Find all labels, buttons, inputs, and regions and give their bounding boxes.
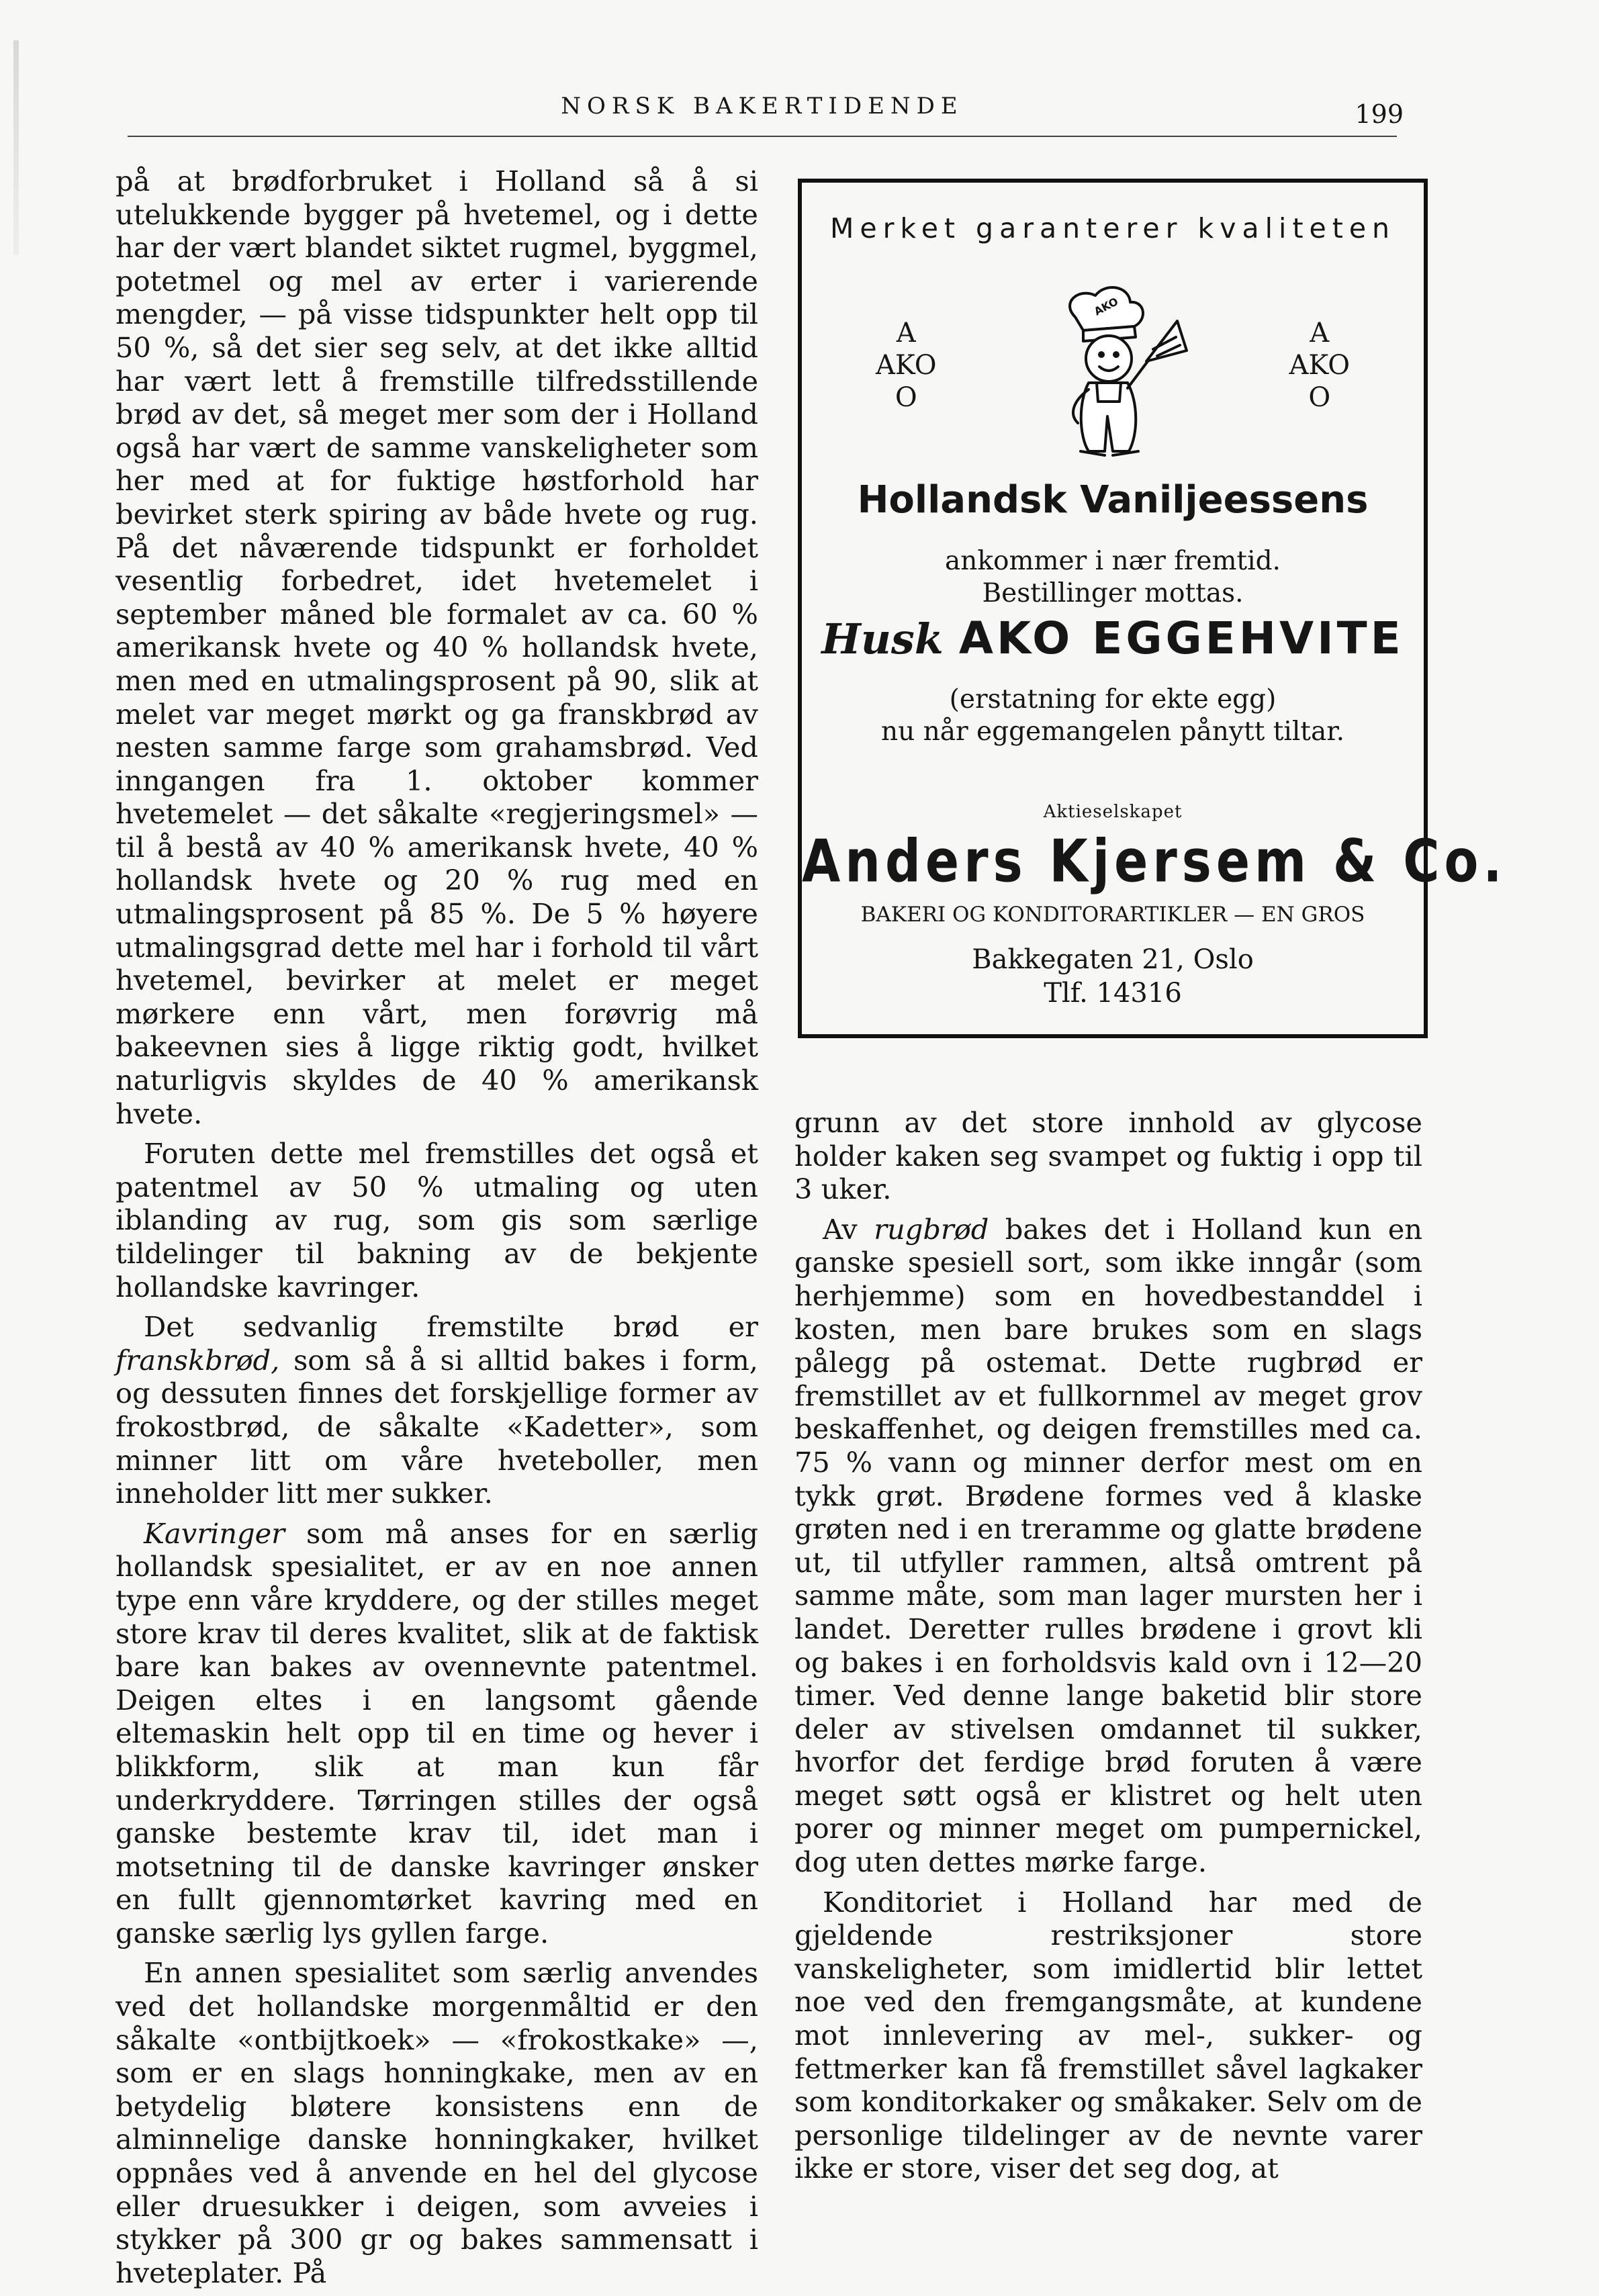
- company-address: [802, 943, 1424, 1010]
- right-column: [794, 1106, 1422, 2192]
- running-title: NORSK BAKERTIDENDE: [561, 93, 964, 120]
- ad-headline: Hollandsk Vaniljeessens: [857, 478, 1369, 522]
- left-paragraph-1: på at brødforbruket i Holland så å si utelukkende bygger på hvetemel, og i dette har der vært blandet siktet rugmel, byggmel, potetmel og mel av erter i varierende mengder, — på visse tidspunkter helt opp til 50 %, så det sier seg selv, at det ikke alltid har vært lett å fremstille tilfredsstillende brød av det, så meget mer som der i Holland også har vært de samme vanskeligheter som her med at for fuktige høstforhold har bevirket sterk spiring av både hvete og rug. På det nåværende tidspunkt er forholdet vesentlig forbedret, idet hvetemelet i september måned ble formalet av ca. 60 % amerikansk hvete og 40 % hollandsk hvete, men med en utmalingsprosent på 90, slik at melet var meget mørkt og ga franskbrød av nesten samme farge som grahamsbrød. Ved inngangen fra 1. oktober kommer hvetemelet — det såkalte «regjeringsmel» — til å bestå av 40 % amerikansk hvete, 40 % hollandsk hvete og 20 % rug med en utmalingsprosent på 85 %. De 5 % høyere utmalingsgrad dette mel har i forhold til vårt hvetemel, bevirker at melet er meget mørkere enn vårt, men forøvrig må bakeevnen sies å ligge riktig godt, hvilket naturligvis skyldes de 40 % amerikansk hvete.: [116, 165, 758, 1130]
- right-p2-rest: bakes det i Holland kun en ganske spesiell sort, som ikke inngår (som herhjemme) som en hovedbestanddel i kosten, men bare brukes som en slags pålegg på ostemat. Dette rugbrød er fremstillet av et fullkornmel av meget grov beskaffenhet, og deigen fremstilles med ca. 75 % vann og minner derfor mest om en tykk grøt. Brødene formes ved å klaske grøten ned i en treramme og glatte brødene ut, til utfyller rammen, altså omtrent på samme måte, som man lager mursten her i landet. Deretter rulles brødene i grovt kli og bakes i en forholdsvis kald ovn i 12—20 timer. Ved denne lange baketid blir store deler av stivelsen omdannet til sukker, hvorfor det ferdige brød foruten å være meget søtt også er klistret og helt uten porer og minner meget om pumpernickel, dog uten dettes mørke farge.: [794, 1212, 1422, 1879]
- right-paragraph-1: grunn av det store innhold av glycose holder kaken seg svampet og fuktig i opp til 3 uker.: [794, 1106, 1422, 1206]
- ako-left-line: AKO: [876, 350, 937, 381]
- left-paragraph-5: En annen spesialitet som særlig anvendes ved det hollandske morgenmåltid er den såkalte «ontbijtkoek» — «frokostkake» —, som er en slags honningkake, men av en betydelig bløtere konsistens enn de alminnelige danske honningkaker, hvilket oppnåes ved å anvende en hel del glycose eller druesukker i deigen, som avveies i stykker på 300 gr og bakes sammensatt i hveteplater. På: [116, 1956, 758, 2289]
- company-label: Aktieselskapet: [1043, 802, 1183, 822]
- ako-logo-left: [876, 317, 937, 414]
- ako-left-line: O: [895, 382, 917, 413]
- left-p4-rest: som må anses for en særlig hollandsk spesialitet, er av en noe annen type enn våre kryddere, og der stilles meget store krav til deres kvalitet, slik at de faktisk bare kan bakes av ovennevnte patentmel. Deigen eltes i en langsomt gående eltemaskin helt opp til en time og hever i blikkform, slik at man kun får underkryddere. Tørringen stilles der også ganske bestemte krav til, idet man i motsetning til de danske kavringer ønsker en fullt gjennomtørket kavring med en ganske særlig lys gyllen farge.: [116, 1516, 758, 1949]
- left-p4-emphasis: Kavringer: [144, 1516, 285, 1550]
- right-paragraph-2: [794, 1213, 1422, 1879]
- company-line: BAKERI OG KONDITORARTIKLER — EN GROS: [860, 903, 1365, 927]
- left-p3-rest: som så å si alltid bakes i form, og dessuten finnes det forskjellige former av frokostbrød, de såkalte «Kadetter», som minner litt om våre hveteboller, men inneholder litt mer sukker.: [116, 1343, 758, 1510]
- ad-headline-sub-line: Bestillinger mottas.: [982, 578, 1244, 608]
- advertisement-box: [798, 179, 1507, 1038]
- right-p2-start: Av: [823, 1212, 874, 1246]
- running-header: [128, 93, 1404, 137]
- left-paragraph-3: [116, 1310, 758, 1510]
- ako-left-line: A: [896, 318, 916, 349]
- ako-right-line: A: [1310, 318, 1330, 349]
- ad-headline-sub-line: ankommer i nær fremtid.: [945, 546, 1281, 576]
- ako-right-line: AKO: [1289, 350, 1350, 381]
- right-p2-emphasis: rugbrød: [874, 1212, 989, 1246]
- page-number: 199: [1355, 99, 1404, 129]
- company-name: Anders Kjersem & Co.: [802, 827, 1507, 896]
- left-paragraph-4: [116, 1517, 758, 1950]
- right-paragraph-3: Konditoriet i Holland har med de gjeldende restriksjoner store vanskeligheter, som imidlertid blir lettet noe ved den fremgangsmåte, at kundene mot innlevering av mel-, sukker- og fettmerker kan få fremstillet såvel lagkaker som konditorkaker og småkaker. Selv om de personlige tildelinger av de nevnte varer ikke er store, viser det seg dog, at: [794, 1885, 1422, 2185]
- left-column: [116, 165, 758, 2296]
- address-street: Bakkegaten 21, Oslo: [972, 944, 1254, 975]
- left-p3-start: Det sedvanlig fremstilte brød er: [144, 1310, 758, 1344]
- ad-tagline: Merket garanterer kvaliteten: [829, 212, 1396, 244]
- husk-product: AKO EGGEHVITE: [958, 612, 1404, 664]
- ad-headline-sub: [802, 545, 1424, 610]
- husk-sub: [802, 684, 1424, 748]
- left-p3-emphasis: franskbrød,: [116, 1343, 280, 1377]
- address-phone: Tlf. 14316: [1044, 978, 1182, 1009]
- husk-sub-line: (erstatning for ekte egg): [949, 684, 1277, 715]
- scan-edge-shadow: [13, 40, 19, 255]
- husk-row: [802, 612, 1424, 664]
- ako-right-line: O: [1308, 382, 1331, 413]
- husk-script: Husk: [821, 614, 944, 663]
- baker-mascot-icon: [1013, 275, 1208, 470]
- ako-logo-right: [1289, 317, 1351, 414]
- mascot-hat-label: AKO: [1091, 295, 1121, 318]
- left-paragraph-2: Foruten dette mel fremstilles det også et patentmel av 50 % utmaling og uten iblanding av rug, som gis som særlige tildelinger til bakning av de bekjente hollandske kavringer.: [116, 1137, 758, 1303]
- husk-sub-line: nu når eggemangelen pånytt tiltar.: [880, 717, 1344, 747]
